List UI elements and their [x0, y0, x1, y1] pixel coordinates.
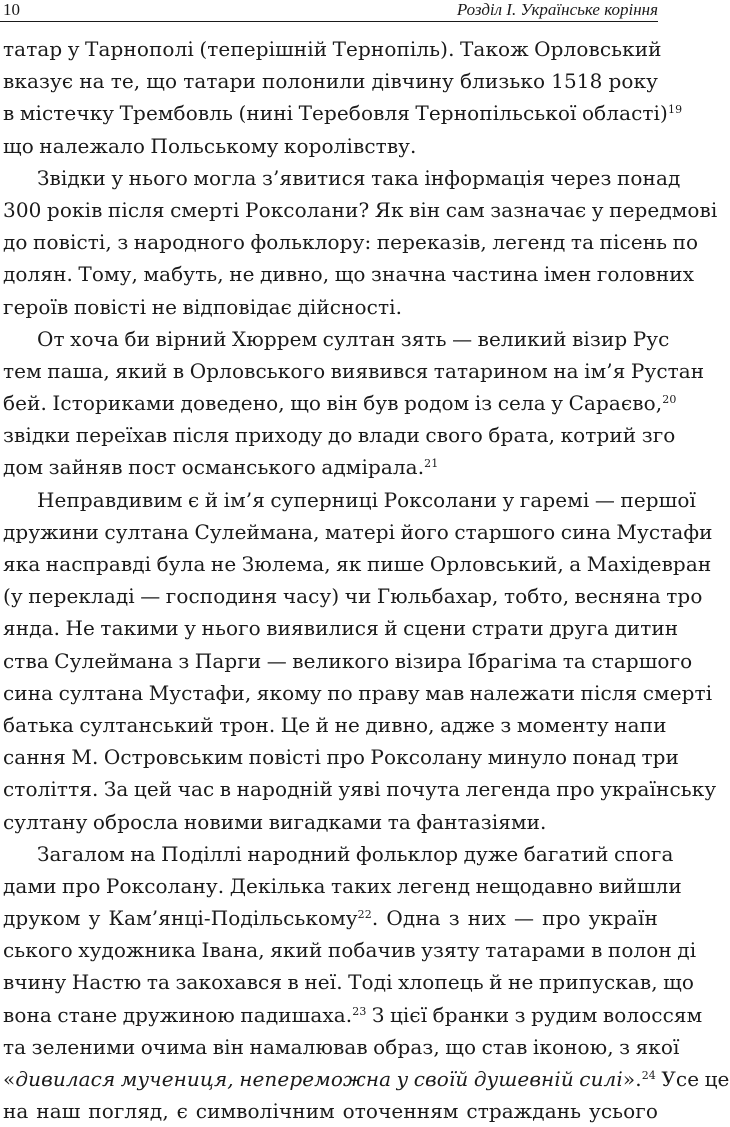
- text-run: 300 років після смерті Роксолани? Як він сам зазначає у передмові: [3, 197, 718, 222]
- text-run: ства Сулеймана з Парги — великого візира Ібрагіма та старшого: [3, 648, 693, 673]
- text-run: друком у Кам’янці-Подільському: [3, 906, 358, 931]
- text-run: вказує на те, що татари полонили дівчину близько 1518 року: [3, 69, 658, 94]
- text-line: [3, 162, 681, 194]
- text-run: дом зайняв пост османського адмірала.: [3, 455, 425, 480]
- text-line: [3, 870, 682, 902]
- text-line: [3, 1031, 680, 1063]
- footnote-ref: 22: [357, 908, 372, 922]
- text-line: [3, 291, 658, 323]
- italic-quote: дивилася мучениця, непереможна у своїй душевній силі: [15, 1067, 623, 1091]
- text-run: . Одна з них — про україн: [371, 906, 658, 931]
- text-line: [3, 33, 662, 65]
- footnote-ref: 24: [641, 1069, 656, 1082]
- text-run: звідки переїхав після приходу до влади свого брата, котрий зго: [3, 423, 676, 448]
- text-run: ».: [622, 1067, 642, 1091]
- page-number: 10: [3, 0, 20, 19]
- text-line: [3, 387, 677, 419]
- text-run: От хоча би вірний Хюррем султан зять — великий візир Рус: [37, 326, 670, 351]
- text-run: дами про Роксолану. Декілька таких легенд нещодавно вийшли: [3, 873, 682, 898]
- text-line: [3, 902, 658, 934]
- text-run: до повісті, з народного фольклору: переказів, легенд та пісень по: [3, 230, 699, 255]
- text-run: в містечку Трембовль (нині Теребовля Тернопільської області): [3, 101, 668, 126]
- text-run: сання М. Островським повісті про Роксолану минуло понад три: [3, 745, 679, 770]
- text-line: [3, 999, 703, 1031]
- text-line: [3, 323, 670, 355]
- text-run: Звідки у нього могла з’явитися така інформація через понад: [37, 165, 681, 190]
- text-run: долян. Тому, мабуть, не дивно, що значна частина імен головних: [3, 262, 695, 287]
- text-run: Загалом на Поділлі народний фольклор дуже багатий спога: [37, 841, 674, 866]
- text-run: янда. Не такими у нього виявилися й сцени страти друга дитин: [3, 616, 679, 641]
- text-line: [3, 1095, 658, 1127]
- text-run: Неправдивим є й ім’я суперниці Роксолани у гаремі — першої: [37, 487, 697, 512]
- running-title: Розділ І. Українське коріння: [456, 0, 658, 19]
- text-line: [3, 612, 679, 644]
- text-line: [3, 773, 717, 805]
- text-run: сина султана Мустафи, якому по праву мав належати після смерті: [3, 680, 713, 705]
- text-line: [3, 741, 679, 773]
- text-line: [3, 709, 667, 741]
- text-line: [3, 258, 695, 290]
- text-line: [3, 97, 683, 129]
- text-run: яка насправді була не Зюлема, як пише Орловський, а Махідевран: [3, 552, 712, 576]
- text-line: [3, 484, 697, 516]
- body-text: [3, 33, 730, 1124]
- text-run: героїв повісті не відповідає дійсності.: [3, 294, 403, 319]
- text-line: [3, 806, 658, 838]
- text-run: бей. Істориками доведено, що він був родом із села у Сараєво,: [3, 391, 663, 416]
- footnote-ref: 20: [662, 393, 677, 407]
- text-line: [3, 838, 674, 870]
- text-line: [3, 580, 703, 612]
- text-run: вона стане дружиною падишаха.: [3, 1002, 353, 1027]
- header-rule: [0, 21, 658, 22]
- text-run: вчину Настю та закохався в неї. Тоді хлопець й не припускав, що: [3, 970, 694, 995]
- text-run: що належало Польському королівству.: [3, 133, 417, 158]
- text-line: [3, 419, 676, 451]
- text-run: татар у Тарнополі (теперішній Тернопіль). Також Орловський: [3, 37, 662, 61]
- footnote-ref: 21: [424, 457, 439, 471]
- footnote-ref: 19: [667, 103, 683, 117]
- text-run: (у перекладі — господиня часу) чи Гюльбахар, тобто, весняна тро: [3, 584, 703, 609]
- text-line: [3, 194, 718, 226]
- text-line: [3, 1063, 730, 1095]
- text-run: та зеленими очима він намалював образ, що став іконою, з якої: [3, 1034, 680, 1059]
- text-line: [3, 355, 705, 387]
- text-line: [3, 226, 699, 258]
- text-line: [3, 130, 658, 162]
- text-line: [3, 516, 713, 548]
- page-header: [0, 0, 658, 22]
- text-run: батька султанський трон. Це й не дивно, адже з моменту напи: [3, 712, 667, 737]
- text-line: [3, 934, 697, 966]
- text-line: [3, 966, 694, 998]
- text-run: на наш погляд, є символічним оточенням страждань усього: [3, 1099, 658, 1124]
- text-run: Усе це: [655, 1067, 730, 1091]
- text-run: «: [3, 1067, 16, 1091]
- text-run: дружини султана Сулеймана, матері його старшого сина Мустафи: [3, 519, 713, 544]
- text-run: султану обросла новими вигадками та фантазіями.: [3, 809, 547, 834]
- text-line: [3, 451, 658, 483]
- footnote-ref: 23: [352, 1004, 367, 1018]
- text-run: ського художника Івана, який побачив узяту татарами в полон ді: [3, 938, 697, 963]
- text-run: тем паша, який в Орловського виявився татарином на ім’я Рустан: [3, 358, 705, 383]
- text-line: [3, 548, 712, 580]
- text-line: [3, 677, 713, 709]
- text-run: З цієї бранки з рудим волоссям: [366, 1002, 703, 1027]
- text-line: [3, 645, 693, 677]
- text-line: [3, 65, 658, 97]
- text-run: століття. За цей час в народній уяві почута легенда про українську: [3, 777, 717, 802]
